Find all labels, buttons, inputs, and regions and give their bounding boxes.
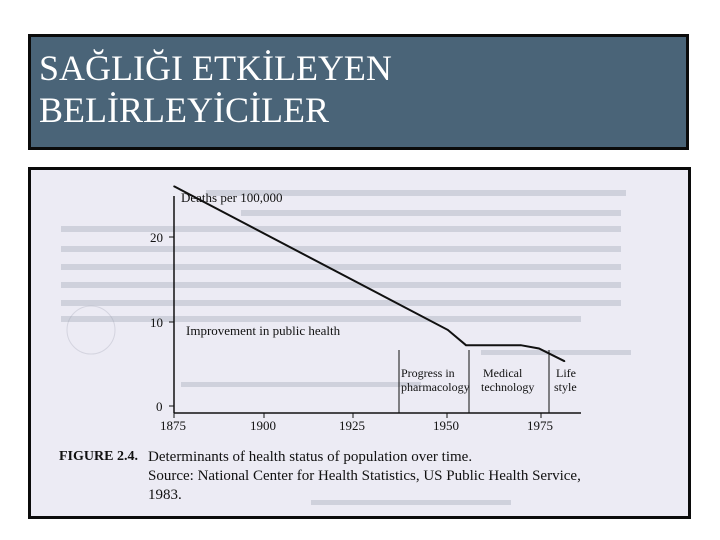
annotation-pharmacology-line2: pharmacology <box>401 380 470 394</box>
annotation-pharmacology-line1: Progress in <box>401 366 455 380</box>
x-tick-label: 1975 <box>527 418 553 433</box>
x-tick-label: 1875 <box>160 418 186 433</box>
caption-line-2: Source: National Center for Health Statistics, US Public Health Service, <box>148 468 581 484</box>
x-tick-label: 1925 <box>339 418 365 433</box>
data-point <box>520 344 522 346</box>
annotation-public-health: Improvement in public health <box>186 323 341 338</box>
data-point <box>564 360 566 362</box>
slide-title <box>39 47 392 131</box>
y-tick-label: 0 <box>156 399 163 414</box>
figure-label: FIGURE 2.4. <box>59 449 138 464</box>
caption-line-1: Determinants of health status of population over time. <box>148 449 473 465</box>
annotation-life-style-line1: Life <box>556 366 576 380</box>
annotation-medical-technology-line2: technology <box>481 380 535 394</box>
y-ticks <box>150 230 174 414</box>
data-point <box>173 186 175 188</box>
chart-svg <box>31 170 688 516</box>
data-point <box>538 348 540 350</box>
caption-line-3: 1983. <box>148 487 182 503</box>
figure-image <box>28 167 691 519</box>
x-tick-label: 1950 <box>433 418 459 433</box>
title-line-1: SAĞLIĞI ETKİLEYEN <box>39 48 392 88</box>
y-axis-label: Deaths per 100,000 <box>181 190 283 205</box>
y-tick-label: 10 <box>150 315 163 330</box>
x-ticks <box>160 413 553 433</box>
annotation-medical-technology-line1: Medical <box>483 366 523 380</box>
x-tick-label: 1900 <box>250 418 276 433</box>
title-bar <box>28 34 689 150</box>
data-point <box>447 329 449 331</box>
annotation-life-style-line2: style <box>554 380 577 394</box>
title-line-2: BELİRLEYİCİLER <box>39 90 329 130</box>
data-point <box>465 344 467 346</box>
y-tick-label: 20 <box>150 230 163 245</box>
